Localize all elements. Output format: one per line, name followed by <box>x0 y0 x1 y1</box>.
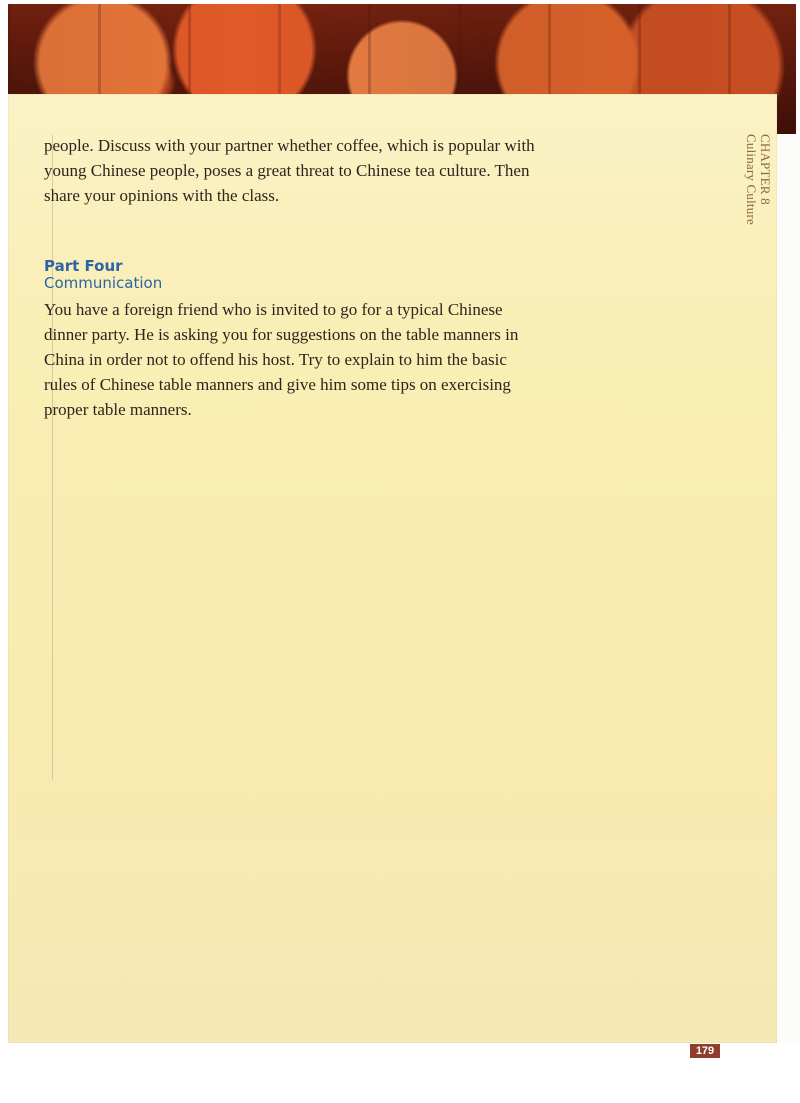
page-panel <box>8 94 777 1043</box>
chapter-number: CHAPTER 8 <box>758 134 773 205</box>
paragraph-2: You have a foreign friend who is invited to go for a typical Chinese dinner party. He is asking you for suggestions on the table manners in China in order not to offend his host. Try to explain to him the basic rules of Chinese table manners and give him some tips on exercising proper table manners. <box>44 300 519 419</box>
chapter-sidebar-label <box>736 134 772 246</box>
part-subtitle: Communication <box>44 274 163 292</box>
margin-rule <box>52 135 53 780</box>
chapter-title: Culinary Culture <box>744 134 759 225</box>
page-number-badge: 179 <box>690 1044 720 1058</box>
paragraph-1: people. Discuss with your partner whether coffee, which is popular with young Chinese people, poses a great threat to Chinese tea culture. Then share your opinions with the class. <box>44 136 535 205</box>
part-title: Part Four <box>44 257 123 275</box>
right-margin-strip <box>777 135 800 1043</box>
